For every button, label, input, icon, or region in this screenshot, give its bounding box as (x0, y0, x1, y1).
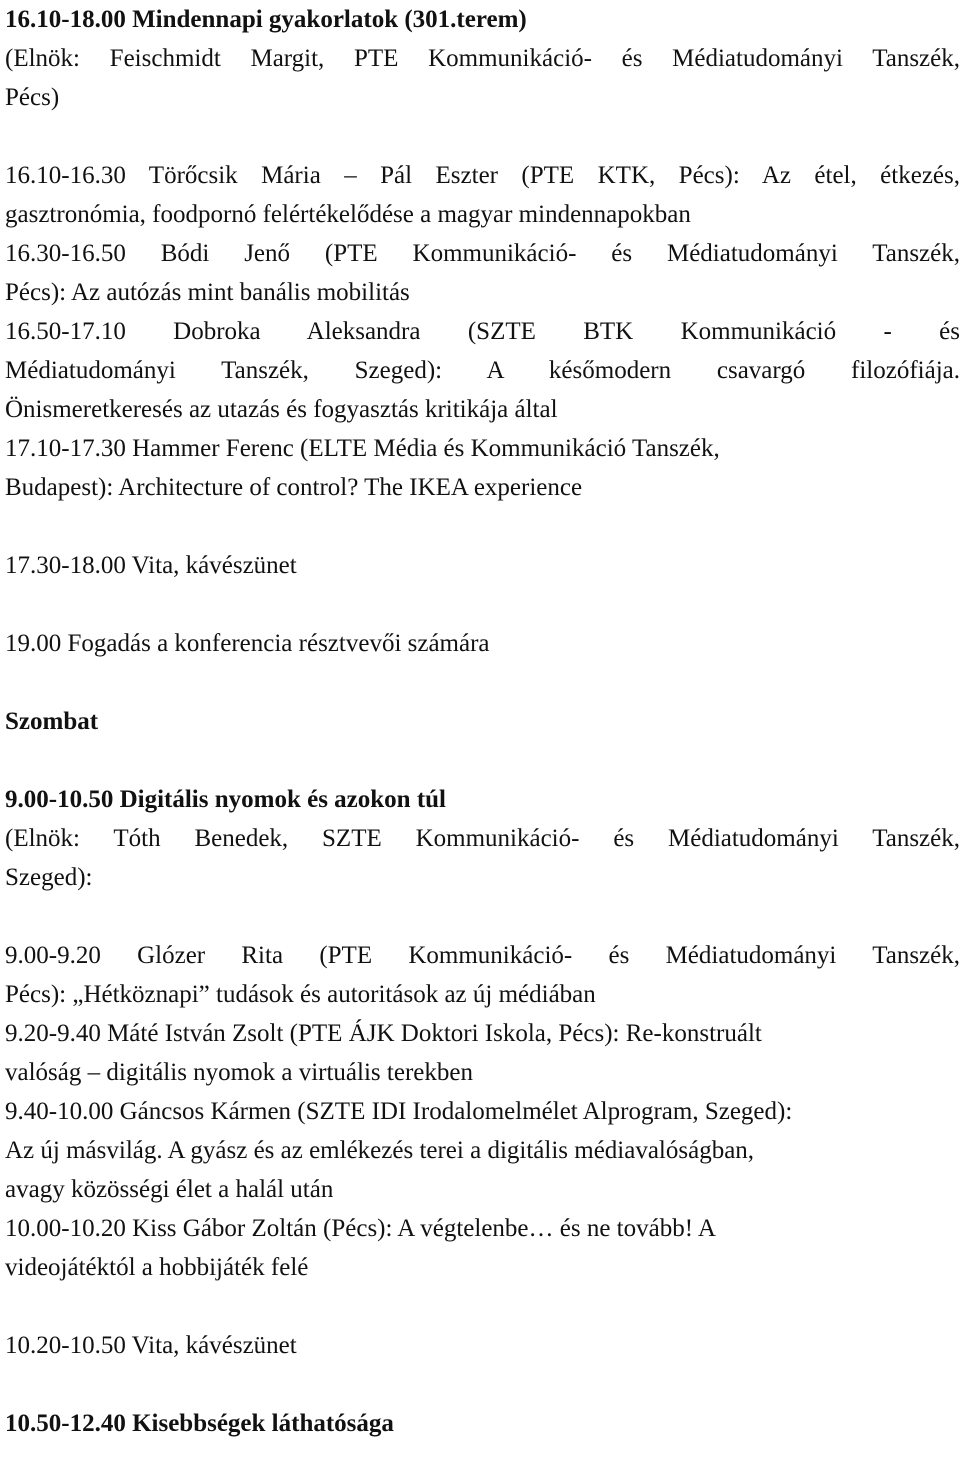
spacer (5, 897, 960, 936)
talk-line: Médiatudományi Tanszék, Szeged): A későmodern csavargó filozófiája. (5, 357, 960, 384)
talk-line: valóság – digitális nyomok a virtuális terekben (5, 1059, 473, 1086)
break-line: 10.20-10.50 Vita, kávészünet (5, 1332, 297, 1359)
session-heading-kisebbsegek: 10.50-12.40 Kisebbségek láthatósága (5, 1410, 394, 1437)
break-line: 17.30-18.00 Vita, kávészünet (5, 552, 297, 579)
day-heading-szombat: Szombat (5, 708, 99, 735)
session-heading-digitalis: 9.00-10.50 Digitális nyomok és azokon túl (5, 786, 447, 813)
spacer (5, 117, 960, 156)
talk-line: avagy közösségi élet a halál után (5, 1176, 334, 1203)
chair-line: (Elnök: Feischmidt Margit, PTE Kommunikáció- és Médiatudományi Tanszék, (5, 45, 960, 72)
talk-line: 9.00-9.20 Glózer Rita (PTE Kommunikáció- és Médiatudományi Tanszék, (5, 942, 960, 969)
spacer (5, 1287, 960, 1326)
talk-line: 17.10-17.30 Hammer Ferenc (ELTE Média és Kommunikáció Tanszék, (5, 435, 720, 462)
session-heading-mindennapi: 16.10-18.00 Mindennapi gyakorlatok (301.terem) (5, 6, 527, 33)
chair-line: Szeged): (5, 864, 93, 891)
talk-line: 16.30-16.50 Bódi Jenő (PTE Kommunikáció- és Médiatudományi Tanszék, (5, 240, 960, 267)
talk-line: gasztronómia, foodpornó felértékelődése a magyar mindennapokban (5, 201, 691, 228)
talk-line: Budapest): Architecture of control? The IKEA experience (5, 474, 583, 501)
talk-line: Pécs): „Hétköznapi” tudások és autoritások az új médiában (5, 981, 596, 1008)
chair-line: Pécs) (5, 84, 60, 111)
spacer (5, 585, 960, 624)
talk-line: 10.00-10.20 Kiss Gábor Zoltán (Pécs): A végtelenbe… és ne tovább! A (5, 1215, 716, 1242)
talk-line: 16.10-16.30 Törőcsik Mária – Pál Eszter (PTE KTK, Pécs): Az étel, étkezés, (5, 162, 960, 189)
talk-line: 9.40-10.00 Gáncsos Kármen (SZTE IDI Irodalomelmélet Alprogram, Szeged): (5, 1098, 793, 1125)
chair-line: (Elnök: Tóth Benedek, SZTE Kommunikáció- és Médiatudományi Tanszék, (5, 825, 960, 852)
talk-line: 16.50-17.10 Dobroka Aleksandra (SZTE BTK Kommunikáció - és (5, 318, 960, 345)
talk-line: Pécs): Az autózás mint banális mobilitás (5, 279, 410, 306)
spacer (5, 741, 960, 780)
spacer (5, 507, 960, 546)
program-document (5, 0, 960, 1443)
talk-line: videojátéktól a hobbijáték felé (5, 1254, 309, 1281)
spacer (5, 1365, 960, 1404)
talk-line: 9.20-9.40 Máté István Zsolt (PTE ÁJK Doktori Iskola, Pécs): Re-konstruált (5, 1020, 762, 1047)
talk-line: Az új másvilág. A gyász és az emlékezés terei a digitális médiavalóságban, (5, 1137, 755, 1164)
spacer (5, 663, 960, 702)
talk-line: Önismeretkeresés az utazás és fogyasztás kritikája által (5, 396, 558, 423)
reception-line: 19.00 Fogadás a konferencia résztvevői számára (5, 630, 490, 657)
